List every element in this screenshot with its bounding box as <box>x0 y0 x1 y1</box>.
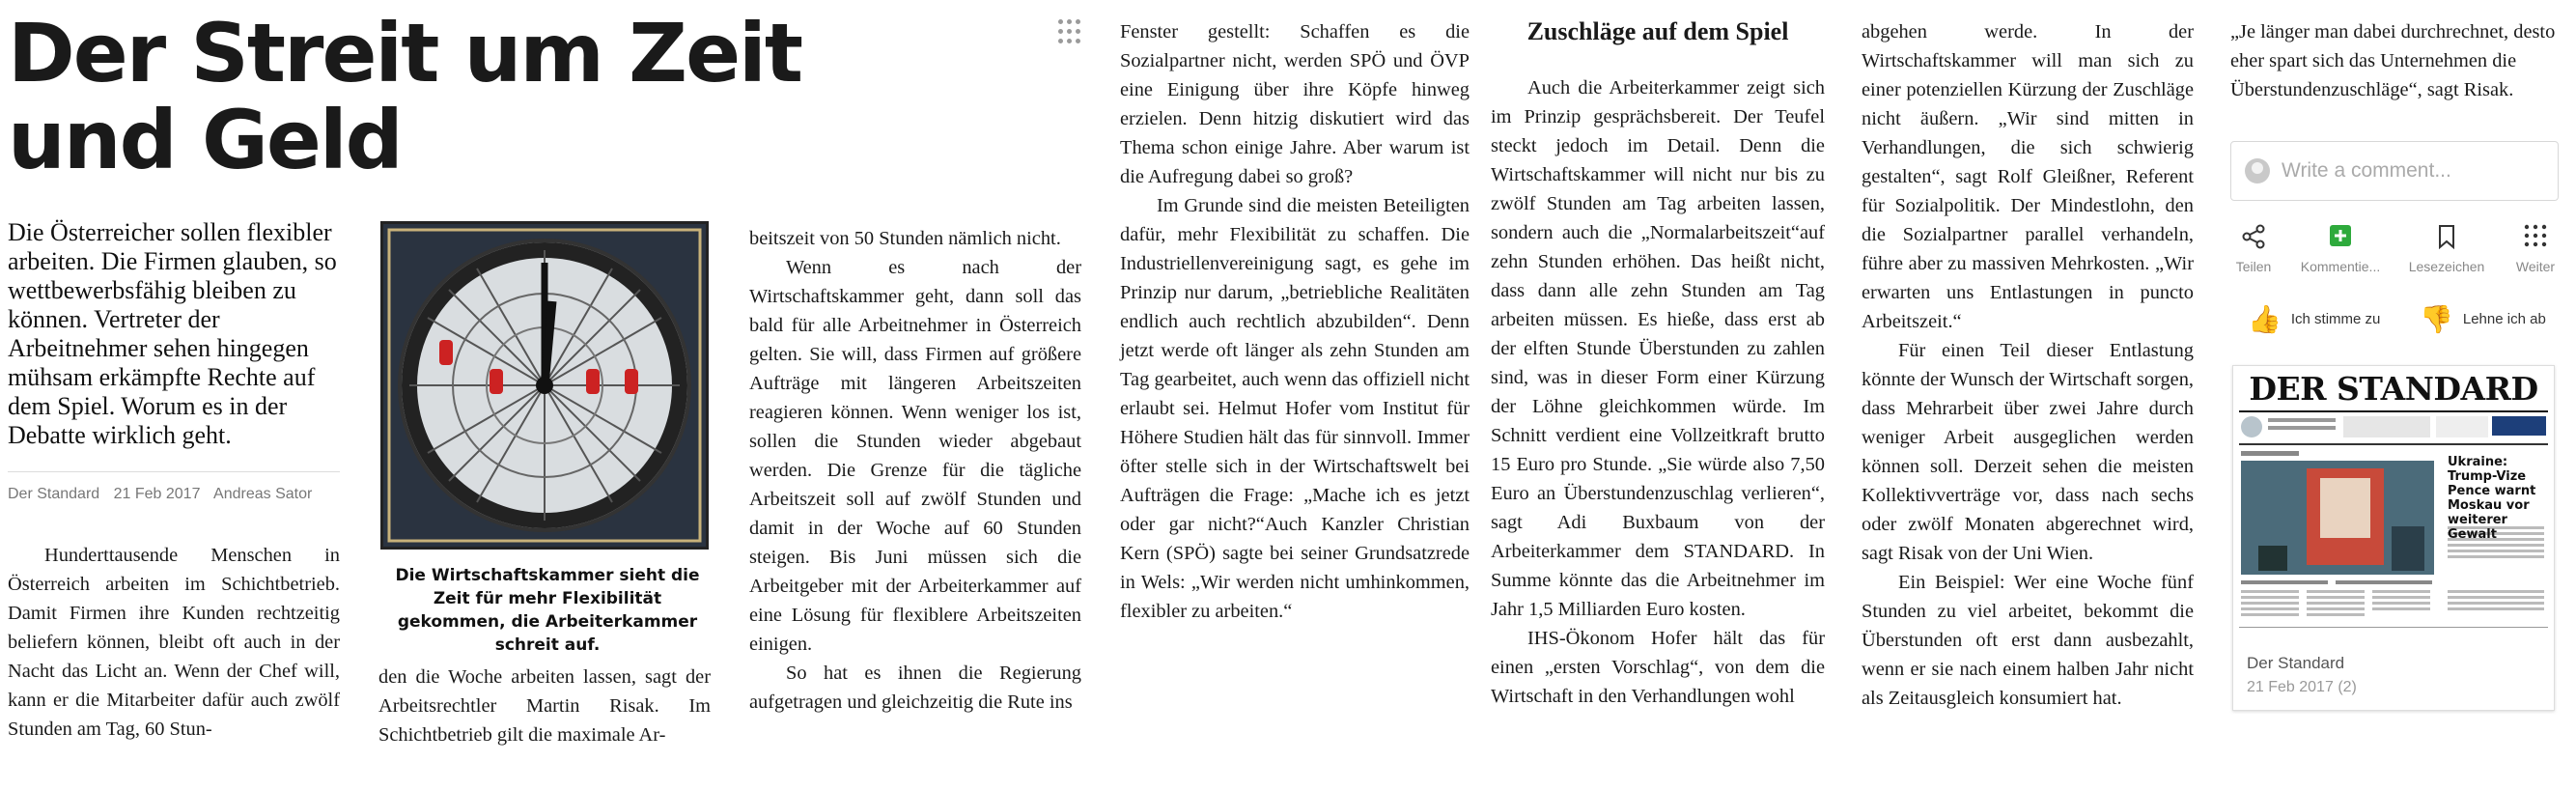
drag-handle-icon[interactable] <box>1058 19 1081 46</box>
thumbs-down-icon: 👎 <box>2420 304 2453 334</box>
paragraph: beitszeit von 50 Stunden nämlich nicht. <box>749 228 1061 249</box>
paragraph: abgehen werde. In der Wirtschaftskammer will man sich zu einer potenziellen Kürzung der Zuschläge nicht äußern. „Wir sind mitten in Verhandlungen, die sich schwierig gestalten“, sagt Rolf Gleißner, Referent für Sozialpolitik. Der Mindestlohn, den die Sozialpartner parallel verhandeln, führe aber zu massiven Mehrkosten. „Wir erwarten uns Entlastungen in puncto Arbeitszeit.“ <box>1862 21 2194 332</box>
comment-button[interactable] <box>2292 224 2389 274</box>
card-date-text: 21 Feb 2017 <box>2247 679 2334 695</box>
article-photo[interactable] <box>380 221 709 550</box>
paragraph: IHS-Ökonom Hofer hält das für einen „ersten Vorschlag“, von dem die Wirtschaft in den Verhandlungen wohl <box>1491 628 1825 707</box>
share-label: Teilen <box>2235 259 2272 274</box>
agree-button[interactable] <box>2248 303 2380 335</box>
newspaper-edition-card[interactable] <box>2232 365 2555 711</box>
paper-front-headline: Ukraine: Trump-Vize Pence warnt Moskau vor weiterer Gewalt <box>2448 455 2536 542</box>
share-icon <box>2205 224 2302 253</box>
article-headline: Der Streit um Zeit und Geld <box>8 6 802 187</box>
article-column-3 <box>749 224 1081 717</box>
more-grid-icon <box>2487 224 2576 253</box>
paragraph: Fenster gestellt: Schaffen es die Sozialpartner nicht, werden SPÖ und ÖVP eine Einigung über ihre Köpfe hinweg erzielen. Denn hitzig diskutiert wird das Thema schon einige Jahre. Aber warum ist die Aufregung dabei so groß? <box>1120 21 1470 187</box>
clock-face-image <box>383 224 706 547</box>
article-column-4 <box>1120 17 1470 626</box>
byline <box>8 471 340 503</box>
paragraph: So hat es ihnen die Regierung aufgetragen und gleichzeitig die Rute ins <box>749 663 1081 713</box>
thumbs-up-icon: 👍 <box>2248 304 2282 334</box>
section-subheading: Zuschläge auf dem Spiel <box>1526 17 1789 45</box>
byline-author[interactable]: Andreas Sator <box>213 486 313 502</box>
byline-source[interactable]: Der Standard <box>8 486 100 502</box>
paragraph: Im Grunde sind die meisten Beteiligten dafür, mehr Flexibilität zu schaffen. Die Industriellenvereinigung sagt, es gehe im Prinzip nur darum, „betriebliche Realitäten endlich auch rechtlich abzubilden“. Denn jetzt werde oft länger als zehn Stunden am Tag gearbeitet, auch wenn das offiziell nicht erlaubt sei. Helmut Hofer vom Institut für Höhere Studien hält das für sinnvoll. Immer öfter stelle sich in der Wirtschaftswelt bei Aufträgen die Frage: „Mache ich es jetzt oder gar nicht?“Auch Kanzler Christian Kern (SPÖ) sagte bei seiner Grundsatzrede in Wels: „Wir werden nicht umhinkommen, flexibler zu arbeiten.“ <box>1120 195 1470 622</box>
comment-label: Kommentie... <box>2300 259 2381 274</box>
paragraph: Auch die Arbeiterkammer zeigt sich im Prinzip gesprächsbereit. Der Teufel steckt jedoch im Detail. Denn die Wirtschaftskammer will nicht nur bis zu zwölf Stunden am Tag arbeiten lassen, sondern auch die „Normalarbeitszeit“auf zehn Stunden erhöhen. Das heißt nicht, dass dann alle zehn Stunden am Tag arbeiten müssen. Es hieße, dass erst ab der elften Stunde Überstunden zu zahlen sind, was in dieser Form einer Kürzung der Löhne gleichkommen würde. Im Schnitt verdient eine Vollzeitkraft brutto 15 Euro pro Stunde. „Sie würde also 7,50 Euro an Überstundenzuschlag verlieren“, sagt Adi Buxbaum von der Arbeiterkammer dem STANDARD. In Summe könnte das die Arbeitnehmer im Jahr 1,5 Milliarden Euro kosten. <box>1491 77 1825 620</box>
card-date <box>2247 679 2357 696</box>
paragraph: Für einen Teil dieser Entlastung könnte der Wunsch der Wirtschaft sorgen, dass Mehrarbeit über zwei Jahre durch weniger Arbeit ausgeglichen werden können soll. Derzeit sehen die meisten Kollektivverträge vor, dass nach sechs oder zwölf Monaten abgerechnet wird, sagt Risak von der Uni Wien. <box>1862 340 2194 564</box>
article-column-2-bottom <box>378 663 711 749</box>
comment-add-icon <box>2292 224 2389 253</box>
disagree-button[interactable] <box>2420 303 2546 335</box>
more-label: Weiter <box>2515 259 2556 274</box>
card-count: (2) <box>2338 679 2357 695</box>
comment-placeholder: Write a comment... <box>2282 159 2451 182</box>
bookmark-icon <box>2398 224 2495 253</box>
bookmark-button[interactable] <box>2398 224 2495 274</box>
paragraph: „Je länger man dabei durchrechnet, desto eher spart sich das Unternehmen die Überstundenzuschläge“, sagt Risak. <box>2230 21 2556 100</box>
paragraph: Wenn es nach der Wirtschaftskammer geht, dann soll das bald für alle Arbeitnehmer in Österreich gelten. Sie will, dass Firmen auf größere Aufträge mit längeren Arbeitszeiten reagieren können. Wenn weniger los ist, sollen die Stunden wieder abgebaut werden. Die Grenze für die tägliche Arbeitszeit soll auf zwölf Stunden und damit in der Woche auf 60 Stunden steigen. Bis Juni müssen sich die Arbeitgeber mit der Arbeiterkammer auf eine Lösung für flexiblere Arbeitszeiten einigen. <box>749 257 1081 655</box>
article-column-5 <box>1491 17 1825 711</box>
paragraph: Ein Beispiel: Wer eine Woche fünf Stunden zu viel arbeitet, bekommt die Überstunden oft erst dann ausbezahlt, wenn er sie nach einem halben Jahr nicht als Zeitausgleich konsumiert hat. <box>1862 572 2194 709</box>
article-column-7 <box>2230 17 2562 104</box>
disagree-label: Lehne ich ab <box>2462 311 2546 327</box>
paragraph: Hunderttausende Menschen in Österreich arbeiten im Schichtbetrieb. Damit Firmen ihre Kunden rechtzeitig beliefern können, bleibt oft auch in der Nacht das Licht an. Wenn der Chef will, kann er die Mitarbeiter dafür auch zwölf Stunden am Tag, 60 Stun- <box>8 545 340 740</box>
byline-date: 21 Feb 2017 <box>113 486 201 502</box>
comment-input[interactable] <box>2230 141 2559 201</box>
article-column-1 <box>8 541 340 744</box>
more-button[interactable] <box>2487 224 2576 274</box>
article-column-6 <box>1862 17 2194 713</box>
paragraph: den die Woche arbeiten lassen, sagt der Arbeitsrechtler Martin Risak. Im Schichtbetrieb gilt die maximale Ar- <box>378 666 711 746</box>
photo-caption: Die Wirtschaftskammer sieht die Zeit für mehr Flexibilität gekommen, die Arbeiterkammer schreit auf. <box>395 566 700 655</box>
article-lead: Die Österreicher sollen flexibler arbeiten. Die Firmen glauben, so wettbewerbsfähig bleiben zu können. Vertreter der Arbeitnehmer sehen hingegen mühsam erkämpfte Rechte auf dem Spiel. Worum es in der Debatte wirklich geht. <box>8 218 337 449</box>
card-source: Der Standard <box>2247 654 2345 672</box>
agree-label: Ich stimme zu <box>2290 311 2381 327</box>
paper-masthead: DER STANDARD <box>2249 370 2538 408</box>
share-button[interactable] <box>2205 224 2302 274</box>
bookmark-label: Lesezeichen <box>2408 259 2485 274</box>
avatar-icon <box>2245 158 2270 183</box>
